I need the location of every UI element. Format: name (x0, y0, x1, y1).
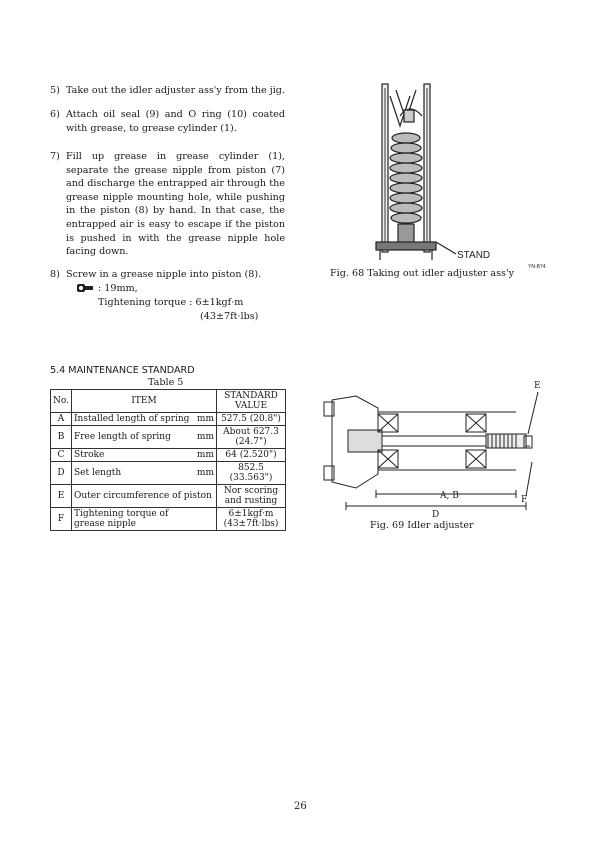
row-item: Stroke mm (72, 449, 217, 462)
step-text: Screw in a grease nipple into piston (8). (66, 269, 262, 280)
row-value: 852.5 (33.563") (217, 462, 286, 485)
step-5 (50, 84, 285, 98)
tool-spec: : 19mm, (98, 283, 138, 294)
row-item: Installed length of spring mm (72, 413, 217, 426)
section-title: 5.4 MAINTENANCE STANDARD (50, 365, 195, 376)
table-row (51, 508, 286, 531)
step-text: Take out the idler adjuster ass'y from the jig. (66, 85, 285, 96)
fig69-caption: Fig. 69 Idler adjuster (370, 520, 474, 531)
row-item: Free length of spring mm (72, 426, 217, 449)
table-row (51, 485, 286, 508)
step-text: Attach oil seal (9) and O ring (10) coated with grease, to grease cylinder (1). (66, 109, 285, 134)
torque-label: Tightening torque : 6±1kgf·m (98, 297, 244, 308)
fig69-illustration (316, 378, 556, 524)
row-no: A (51, 413, 72, 426)
row-item: Outer circumference of piston (72, 485, 217, 508)
row-no: B (51, 426, 72, 449)
torque-imperial: (43±7ft·lbs) (200, 311, 259, 322)
step-7 (50, 150, 285, 259)
stand-label: STAND (457, 250, 491, 261)
header-item: ITEM (72, 390, 217, 413)
figure-code: YN-B74 (528, 264, 546, 270)
table-title: Table 5 (148, 377, 184, 388)
row-no: D (51, 462, 72, 485)
maintenance-standard-table (50, 389, 286, 531)
step-6 (50, 108, 285, 135)
row-value: Nor scoring and rusting (217, 485, 286, 508)
step-text: Fill up grease in grease cylinder (1), separate the grease nipple from piston (7) and discharge the entrapped air through the grease nipple mounting hole, while pushing in the piston (8) by hand. In that case, the entrapped air is easy to escape if the piston is pushed in with the grease nipple hole facing down. (66, 151, 285, 258)
step-number: 5) (50, 85, 60, 96)
row-no: E (51, 485, 72, 508)
table-row (51, 462, 286, 485)
table-row (51, 426, 286, 449)
row-no: C (51, 449, 72, 462)
fig68-caption: Fig. 68 Taking out idler adjuster ass'y (330, 268, 515, 279)
table-row (51, 413, 286, 426)
table-row (51, 449, 286, 462)
row-value: 64 (2.520") (217, 449, 286, 462)
row-item: Set length mm (72, 462, 217, 485)
step-number: 6) (50, 109, 60, 120)
label-e: E (534, 381, 541, 391)
step-8 (50, 268, 285, 282)
table-header-row (51, 390, 286, 413)
row-value: About 627.3 (24.7") (217, 426, 286, 449)
row-value: 6±1kgf·m (43±7ft·lbs) (217, 508, 286, 531)
label-ab: A, B (440, 491, 459, 501)
label-d: D (432, 510, 440, 520)
page-number: 26 (294, 801, 307, 812)
row-item: Tightening torque of grease nipple (72, 508, 217, 531)
fig68-illustration (370, 76, 560, 272)
header-no: No. (51, 390, 72, 413)
label-f: F (521, 495, 528, 505)
row-value: 527.5 (20.8") (217, 413, 286, 426)
row-no: F (51, 508, 72, 531)
step-number: 7) (50, 151, 60, 162)
header-value: STANDARD VALUE (217, 390, 286, 413)
step-number: 8) (50, 269, 60, 280)
socket-wrench-icon (76, 282, 94, 294)
